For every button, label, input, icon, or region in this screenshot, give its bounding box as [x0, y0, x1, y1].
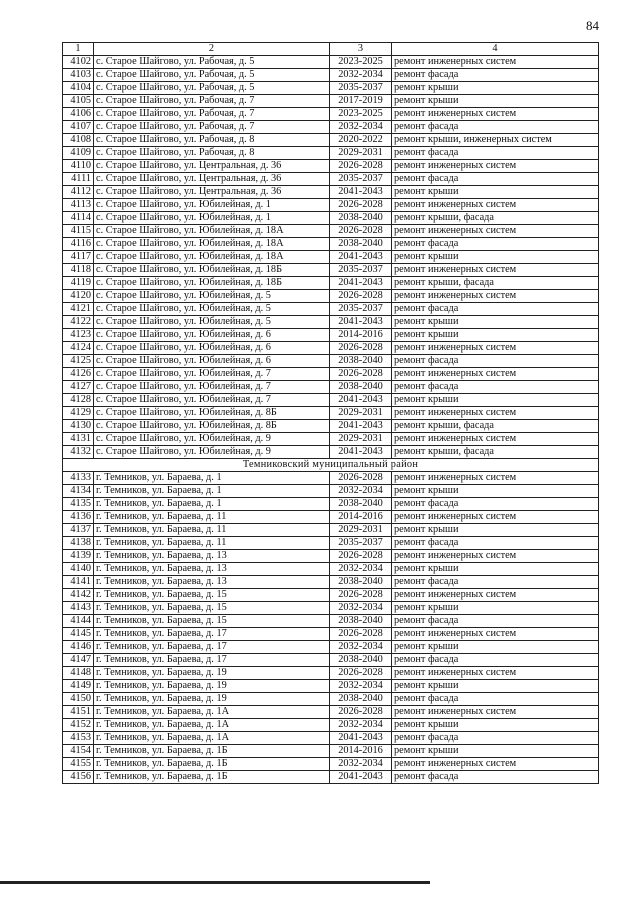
row-number: 4146	[63, 641, 94, 654]
row-work-type: ремонт инженерных систем	[392, 511, 599, 524]
row-work-type: ремонт инженерных систем	[392, 264, 599, 277]
row-period: 2041-2043	[330, 394, 392, 407]
row-work-type: ремонт фасада	[392, 576, 599, 589]
table-row	[63, 277, 599, 290]
row-period: 2023-2025	[330, 56, 392, 69]
table-row	[63, 212, 599, 225]
row-number: 4129	[63, 407, 94, 420]
row-period: 2026-2028	[330, 667, 392, 680]
row-period: 2041-2043	[330, 316, 392, 329]
table-row	[63, 134, 599, 147]
row-address: г. Темников, ул. Бараева, д. 11	[94, 511, 330, 524]
row-work-type: ремонт крыши	[392, 329, 599, 342]
row-period: 2041-2043	[330, 251, 392, 264]
table-row	[63, 654, 599, 667]
row-address: г. Темников, ул. Бараева, д. 1Б	[94, 758, 330, 771]
row-period: 2032-2034	[330, 719, 392, 732]
row-address: г. Темников, ул. Бараева, д. 15	[94, 589, 330, 602]
row-address: г. Темников, ул. Бараева, д. 17	[94, 641, 330, 654]
table-row	[63, 355, 599, 368]
row-work-type: ремонт крыши	[392, 316, 599, 329]
table-body-before	[63, 56, 599, 459]
row-address: с. Старое Шайгово, ул. Юбилейная, д. 18Б	[94, 264, 330, 277]
table-row	[63, 82, 599, 95]
row-period: 2032-2034	[330, 121, 392, 134]
table-row	[63, 641, 599, 654]
table-row	[63, 758, 599, 771]
table-row	[63, 238, 599, 251]
row-number: 4156	[63, 771, 94, 784]
row-work-type: ремонт фасада	[392, 355, 599, 368]
table-row	[63, 290, 599, 303]
row-period: 2038-2040	[330, 615, 392, 628]
row-work-type: ремонт крыши	[392, 251, 599, 264]
table-row	[63, 511, 599, 524]
row-work-type: ремонт фасада	[392, 693, 599, 706]
row-work-type: ремонт крыши	[392, 95, 599, 108]
row-address: с. Старое Шайгово, ул. Юбилейная, д. 6	[94, 329, 330, 342]
row-address: г. Темников, ул. Бараева, д. 1	[94, 485, 330, 498]
table-row	[63, 589, 599, 602]
row-address: с. Старое Шайгово, ул. Юбилейная, д. 5	[94, 303, 330, 316]
row-address: с. Старое Шайгово, ул. Юбилейная, д. 8Б	[94, 407, 330, 420]
row-period: 2041-2043	[330, 446, 392, 459]
row-period: 2041-2043	[330, 186, 392, 199]
row-work-type: ремонт крыши	[392, 719, 599, 732]
table-row	[63, 56, 599, 69]
row-period: 2026-2028	[330, 628, 392, 641]
row-period: 2026-2028	[330, 199, 392, 212]
row-period: 2035-2037	[330, 264, 392, 277]
table-row	[63, 485, 599, 498]
row-number: 4139	[63, 550, 94, 563]
table-row	[63, 680, 599, 693]
row-period: 2014-2016	[330, 745, 392, 758]
row-address: с. Старое Шайгово, ул. Юбилейная, д. 5	[94, 316, 330, 329]
row-number: 4143	[63, 602, 94, 615]
row-number: 4112	[63, 186, 94, 199]
row-address: с. Старое Шайгово, ул. Юбилейная, д. 6	[94, 342, 330, 355]
row-address: г. Темников, ул. Бараева, д. 1А	[94, 706, 330, 719]
row-address: г. Темников, ул. Бараева, д. 1А	[94, 719, 330, 732]
row-number: 4105	[63, 95, 94, 108]
row-address: г. Темников, ул. Бараева, д. 11	[94, 537, 330, 550]
row-address: с. Старое Шайгово, ул. Юбилейная, д. 18А	[94, 225, 330, 238]
table-row	[63, 771, 599, 784]
row-work-type: ремонт крыши	[392, 641, 599, 654]
row-period: 2038-2040	[330, 355, 392, 368]
row-work-type: ремонт крыши	[392, 82, 599, 95]
page-number: 84	[586, 18, 599, 33]
table-row	[63, 537, 599, 550]
row-work-type: ремонт инженерных систем	[392, 108, 599, 121]
row-work-type: ремонт крыши	[392, 680, 599, 693]
row-address: с. Старое Шайгово, ул. Юбилейная, д. 7	[94, 381, 330, 394]
row-period: 2026-2028	[330, 290, 392, 303]
row-address: с. Старое Шайгово, ул. Рабочая, д. 7	[94, 121, 330, 134]
table-row	[63, 186, 599, 199]
row-period: 2032-2034	[330, 563, 392, 576]
row-address: г. Темников, ул. Бараева, д. 1	[94, 498, 330, 511]
row-address: г. Темников, ул. Бараева, д. 1	[94, 472, 330, 485]
row-number: 4128	[63, 394, 94, 407]
row-period: 2032-2034	[330, 69, 392, 82]
row-number: 4141	[63, 576, 94, 589]
row-number: 4155	[63, 758, 94, 771]
header-col-3: 3	[330, 43, 392, 56]
row-number: 4103	[63, 69, 94, 82]
row-address: г. Темников, ул. Бараева, д. 13	[94, 563, 330, 576]
row-address: с. Старое Шайгово, ул. Рабочая, д. 5	[94, 56, 330, 69]
row-period: 2026-2028	[330, 706, 392, 719]
table-row	[63, 667, 599, 680]
row-period: 2026-2028	[330, 589, 392, 602]
row-period: 2014-2016	[330, 511, 392, 524]
row-number: 4138	[63, 537, 94, 550]
row-number: 4140	[63, 563, 94, 576]
row-address: г. Темников, ул. Бараева, д. 19	[94, 667, 330, 680]
table-row	[63, 121, 599, 134]
row-address: с. Старое Шайгово, ул. Рабочая, д. 7	[94, 95, 330, 108]
table-row	[63, 693, 599, 706]
row-work-type: ремонт крыши	[392, 186, 599, 199]
row-number: 4148	[63, 667, 94, 680]
row-number: 4106	[63, 108, 94, 121]
row-address: с. Старое Шайгово, ул. Юбилейная, д. 6	[94, 355, 330, 368]
row-number: 4149	[63, 680, 94, 693]
row-address: г. Темников, ул. Бараева, д. 13	[94, 576, 330, 589]
row-number: 4117	[63, 251, 94, 264]
row-address: с. Старое Шайгово, ул. Центральная, д. 36	[94, 173, 330, 186]
row-number: 4152	[63, 719, 94, 732]
row-address: с. Старое Шайгово, ул. Рабочая, д. 5	[94, 82, 330, 95]
row-address: г. Темников, ул. Бараева, д. 19	[94, 680, 330, 693]
row-work-type: ремонт инженерных систем	[392, 589, 599, 602]
row-period: 2035-2037	[330, 303, 392, 316]
row-number: 4111	[63, 173, 94, 186]
row-number: 4150	[63, 693, 94, 706]
row-work-type: ремонт инженерных систем	[392, 407, 599, 420]
table-row	[63, 303, 599, 316]
table-row	[63, 368, 599, 381]
row-number: 4142	[63, 589, 94, 602]
row-work-type: ремонт крыши, фасада	[392, 446, 599, 459]
table-row	[63, 706, 599, 719]
row-number: 4125	[63, 355, 94, 368]
table-body-after	[63, 472, 599, 784]
row-address: с. Старое Шайгово, ул. Юбилейная, д. 18А	[94, 238, 330, 251]
table-row	[63, 173, 599, 186]
row-number: 4126	[63, 368, 94, 381]
header-col-2: 2	[94, 43, 330, 56]
row-period: 2038-2040	[330, 654, 392, 667]
row-address: г. Темников, ул. Бараева, д. 13	[94, 550, 330, 563]
table-row	[63, 407, 599, 420]
row-number: 4124	[63, 342, 94, 355]
header-col-4: 4	[392, 43, 599, 56]
row-address: г. Темников, ул. Бараева, д. 15	[94, 602, 330, 615]
row-work-type: ремонт фасада	[392, 771, 599, 784]
table-row	[63, 498, 599, 511]
row-number: 4109	[63, 147, 94, 160]
row-work-type: ремонт инженерных систем	[392, 433, 599, 446]
row-work-type: ремонт фасада	[392, 69, 599, 82]
row-number: 4123	[63, 329, 94, 342]
row-address: г. Темников, ул. Бараева, д. 17	[94, 654, 330, 667]
row-work-type: ремонт фасада	[392, 654, 599, 667]
row-address: с. Старое Шайгово, ул. Рабочая, д. 7	[94, 108, 330, 121]
row-work-type: ремонт фасада	[392, 732, 599, 745]
row-work-type: ремонт инженерных систем	[392, 472, 599, 485]
table-row	[63, 199, 599, 212]
row-period: 2017-2019	[330, 95, 392, 108]
row-number: 4119	[63, 277, 94, 290]
row-address: с. Старое Шайгово, ул. Юбилейная, д. 1	[94, 199, 330, 212]
row-address: с. Старое Шайгово, ул. Центральная, д. 36	[94, 186, 330, 199]
row-period: 2041-2043	[330, 420, 392, 433]
row-period: 2032-2034	[330, 602, 392, 615]
row-number: 4147	[63, 654, 94, 667]
row-work-type: ремонт крыши	[392, 524, 599, 537]
row-number: 4116	[63, 238, 94, 251]
row-work-type: ремонт инженерных систем	[392, 368, 599, 381]
row-number: 4145	[63, 628, 94, 641]
row-number: 4144	[63, 615, 94, 628]
row-number: 4104	[63, 82, 94, 95]
row-number: 4108	[63, 134, 94, 147]
row-work-type: ремонт крыши	[392, 485, 599, 498]
row-period: 2029-2031	[330, 147, 392, 160]
table-row	[63, 95, 599, 108]
table-row	[63, 563, 599, 576]
table-row	[63, 433, 599, 446]
row-work-type: ремонт инженерных систем	[392, 706, 599, 719]
table-row	[63, 316, 599, 329]
section-title: Темниковский муниципальный район	[63, 459, 599, 472]
row-number: 4110	[63, 160, 94, 173]
table-row	[63, 69, 599, 82]
row-work-type: ремонт фасада	[392, 498, 599, 511]
row-address: с. Старое Шайгово, ул. Юбилейная, д. 18Б	[94, 277, 330, 290]
row-number: 4151	[63, 706, 94, 719]
row-period: 2038-2040	[330, 212, 392, 225]
table-row	[63, 394, 599, 407]
row-work-type: ремонт крыши	[392, 602, 599, 615]
row-period: 2035-2037	[330, 82, 392, 95]
row-work-type: ремонт крыши, фасада	[392, 212, 599, 225]
row-work-type: ремонт фасада	[392, 238, 599, 251]
row-address: г. Темников, ул. Бараева, д. 1Б	[94, 745, 330, 758]
table-row	[63, 225, 599, 238]
row-work-type: ремонт крыши, фасада	[392, 277, 599, 290]
row-work-type: ремонт инженерных систем	[392, 199, 599, 212]
row-period: 2032-2034	[330, 758, 392, 771]
row-number: 4133	[63, 472, 94, 485]
table-row	[63, 381, 599, 394]
row-period: 2023-2025	[330, 108, 392, 121]
row-number: 4122	[63, 316, 94, 329]
row-work-type: ремонт инженерных систем	[392, 628, 599, 641]
table-row	[63, 251, 599, 264]
table-row	[63, 472, 599, 485]
row-address: г. Темников, ул. Бараева, д. 15	[94, 615, 330, 628]
row-period: 2038-2040	[330, 498, 392, 511]
row-work-type: ремонт фасада	[392, 303, 599, 316]
row-number: 4153	[63, 732, 94, 745]
row-work-type: ремонт инженерных систем	[392, 758, 599, 771]
row-number: 4134	[63, 485, 94, 498]
row-period: 2032-2034	[330, 641, 392, 654]
row-address: с. Старое Шайгово, ул. Юбилейная, д. 18А	[94, 251, 330, 264]
row-work-type: ремонт инженерных систем	[392, 290, 599, 303]
row-number: 4130	[63, 420, 94, 433]
table-row	[63, 329, 599, 342]
row-number: 4113	[63, 199, 94, 212]
row-work-type: ремонт фасада	[392, 173, 599, 186]
row-work-type: ремонт инженерных систем	[392, 160, 599, 173]
row-address: с. Старое Шайгово, ул. Юбилейная, д. 7	[94, 394, 330, 407]
row-number: 4118	[63, 264, 94, 277]
row-number: 4132	[63, 446, 94, 459]
row-period: 2026-2028	[330, 368, 392, 381]
row-number: 4135	[63, 498, 94, 511]
row-period: 2041-2043	[330, 732, 392, 745]
row-period: 2026-2028	[330, 550, 392, 563]
row-number: 4120	[63, 290, 94, 303]
row-number: 4102	[63, 56, 94, 69]
row-address: с. Старое Шайгово, ул. Юбилейная, д. 9	[94, 446, 330, 459]
row-work-type: ремонт фасада	[392, 121, 599, 134]
row-number: 4137	[63, 524, 94, 537]
repair-schedule-table	[62, 42, 599, 784]
row-period: 2038-2040	[330, 238, 392, 251]
row-address: с. Старое Шайгово, ул. Юбилейная, д. 5	[94, 290, 330, 303]
row-period: 2026-2028	[330, 225, 392, 238]
row-work-type: ремонт инженерных систем	[392, 56, 599, 69]
table-row	[63, 615, 599, 628]
row-address: г. Темников, ул. Бараева, д. 17	[94, 628, 330, 641]
row-period: 2029-2031	[330, 433, 392, 446]
row-work-type: ремонт крыши	[392, 745, 599, 758]
row-period: 2032-2034	[330, 485, 392, 498]
row-period: 2029-2031	[330, 407, 392, 420]
row-address: г. Темников, ул. Бараева, д. 19	[94, 693, 330, 706]
header-col-1: 1	[63, 43, 94, 56]
row-period: 2035-2037	[330, 537, 392, 550]
row-number: 4131	[63, 433, 94, 446]
row-address: г. Темников, ул. Бараева, д. 1А	[94, 732, 330, 745]
table-row	[63, 420, 599, 433]
row-period: 2038-2040	[330, 381, 392, 394]
section-row	[63, 459, 599, 472]
bottom-rule	[0, 881, 430, 884]
table-row	[63, 745, 599, 758]
row-period: 2041-2043	[330, 277, 392, 290]
row-number: 4121	[63, 303, 94, 316]
row-work-type: ремонт крыши, фасада	[392, 420, 599, 433]
row-period: 2038-2040	[330, 576, 392, 589]
table-row	[63, 524, 599, 537]
table-row	[63, 446, 599, 459]
row-address: с. Старое Шайгово, ул. Юбилейная, д. 7	[94, 368, 330, 381]
table-row	[63, 628, 599, 641]
row-period: 2029-2031	[330, 524, 392, 537]
row-address: г. Темников, ул. Бараева, д. 11	[94, 524, 330, 537]
table-row	[63, 264, 599, 277]
table-row	[63, 342, 599, 355]
table-row	[63, 576, 599, 589]
row-number: 4154	[63, 745, 94, 758]
row-number: 4107	[63, 121, 94, 134]
table-row	[63, 719, 599, 732]
table-row	[63, 108, 599, 121]
row-address: г. Темников, ул. Бараева, д. 1Б	[94, 771, 330, 784]
section-body	[63, 459, 599, 472]
row-period: 2026-2028	[330, 472, 392, 485]
row-work-type: ремонт крыши	[392, 394, 599, 407]
row-period: 2041-2043	[330, 771, 392, 784]
table-header	[63, 43, 599, 56]
table-row	[63, 147, 599, 160]
row-work-type: ремонт инженерных систем	[392, 667, 599, 680]
row-number: 4127	[63, 381, 94, 394]
row-address: с. Старое Шайгово, ул. Рабочая, д. 8	[94, 134, 330, 147]
row-work-type: ремонт фасада	[392, 537, 599, 550]
row-period: 2026-2028	[330, 342, 392, 355]
row-address: с. Старое Шайгово, ул. Юбилейная, д. 1	[94, 212, 330, 225]
table-row	[63, 550, 599, 563]
row-address: с. Старое Шайгово, ул. Рабочая, д. 8	[94, 147, 330, 160]
row-period: 2014-2016	[330, 329, 392, 342]
row-number: 4115	[63, 225, 94, 238]
row-address: с. Старое Шайгово, ул. Рабочая, д. 5	[94, 69, 330, 82]
row-address: с. Старое Шайгово, ул. Центральная, д. 36	[94, 160, 330, 173]
row-period: 2035-2037	[330, 173, 392, 186]
row-address: с. Старое Шайгово, ул. Юбилейная, д. 8Б	[94, 420, 330, 433]
row-address: с. Старое Шайгово, ул. Юбилейная, д. 9	[94, 433, 330, 446]
row-work-type: ремонт фасада	[392, 381, 599, 394]
row-work-type: ремонт инженерных систем	[392, 550, 599, 563]
table-row	[63, 602, 599, 615]
row-number: 4136	[63, 511, 94, 524]
row-number: 4114	[63, 212, 94, 225]
row-work-type: ремонт фасада	[392, 615, 599, 628]
row-work-type: ремонт крыши, инженерных систем	[392, 134, 599, 147]
table-row	[63, 160, 599, 173]
header-row	[63, 43, 599, 56]
row-period: 2020-2022	[330, 134, 392, 147]
row-period: 2038-2040	[330, 693, 392, 706]
table-row	[63, 732, 599, 745]
row-work-type: ремонт крыши	[392, 563, 599, 576]
row-work-type: ремонт фасада	[392, 147, 599, 160]
row-period: 2026-2028	[330, 160, 392, 173]
row-work-type: ремонт инженерных систем	[392, 225, 599, 238]
row-period: 2032-2034	[330, 680, 392, 693]
row-work-type: ремонт инженерных систем	[392, 342, 599, 355]
